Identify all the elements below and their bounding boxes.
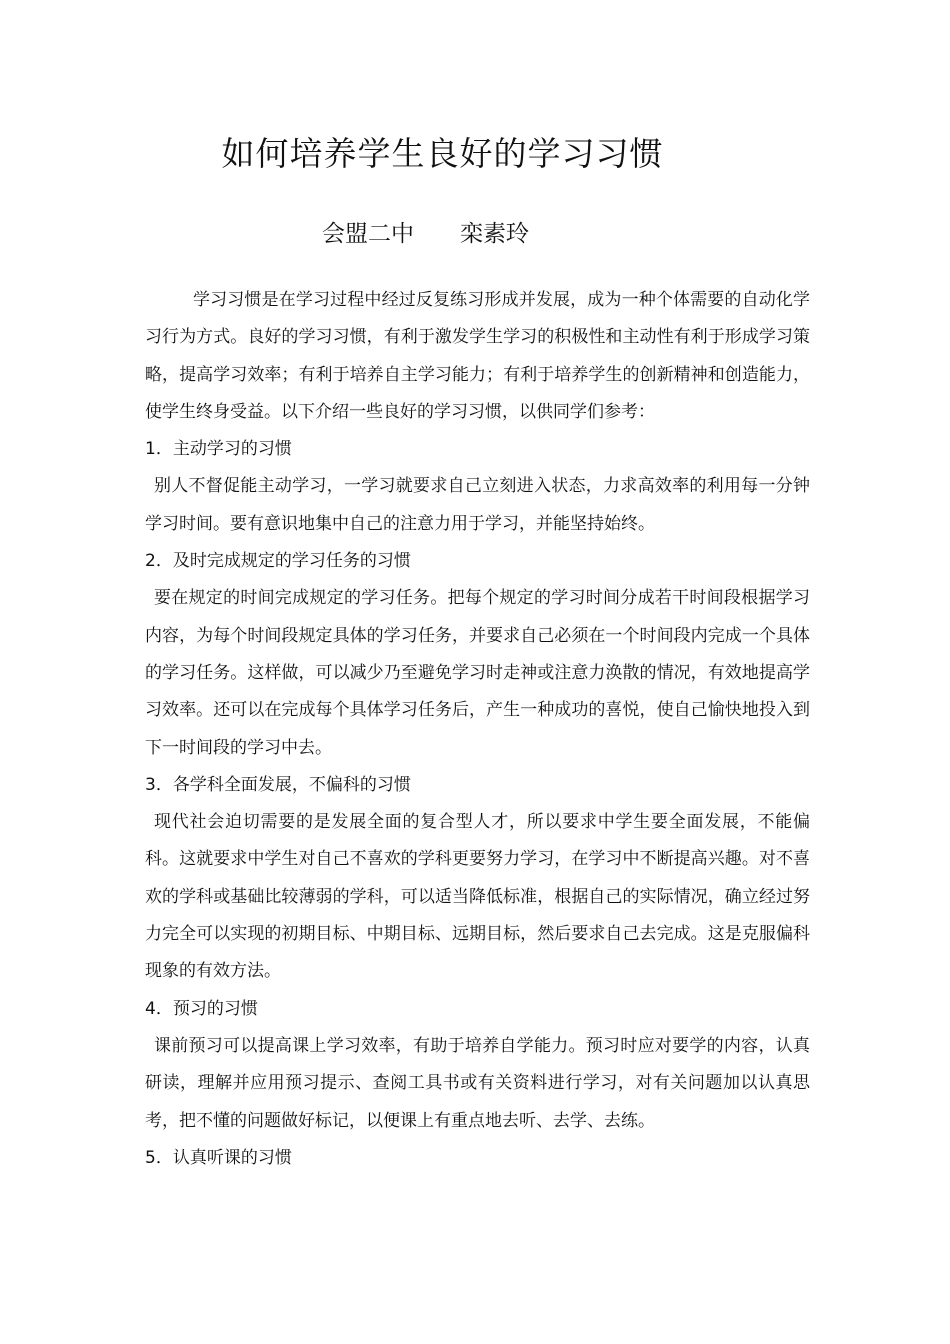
section-heading: 3．各学科全面发展，不偏科的习惯 <box>145 774 411 795</box>
section-paragraph: 课前预习可以提高课上学习效率，有助于培养自学能力。预习时应对要学的内容，认真研读，理解并应用预习提示、查阅工具书或有关资料进行学习，对有关问题加以认真思考，把不懂的问题做好标记，以便课上有重点地去听、去学、去练。 <box>145 1035 810 1131</box>
section-heading: 1．主动学习的习惯 <box>145 439 292 460</box>
document-body <box>145 282 810 1177</box>
section-heading: 2．及时完成规定的学习任务的习惯 <box>145 551 411 572</box>
section-paragraph: 要在规定的时间完成规定的学习任务。把每个规定的学习时间分成若干时间段根据学习内容，为每个时间段规定具体的学习任务，并要求自己必须在一个时间段内完成一个具体的学习任务。这样做，可以减少乃至避免学习时走神或注意力涣散的情况，有效地提高学习效率。还可以在完成每个具体学习任务后，产生一种成功的喜悦，使自己愉快地投入到下一时间段的学习中去。 <box>145 588 810 758</box>
byline-author: 栾素玲 <box>460 221 529 247</box>
byline-school: 会盟二中 <box>322 221 414 247</box>
section-heading: 5．认真听课的习惯 <box>145 1147 292 1168</box>
byline <box>322 215 529 248</box>
section-paragraph: 现代社会迫切需要的是发展全面的复合型人才，所以要求中学生要全面发展，不能偏科。这就要求中学生对自己不喜欢的学科更要努力学习，在学习中不断提高兴趣。对不喜欢的学科或基础比较薄弱的学科，可以适当降低标准，根据自己的实际情况，确立经过努力完全可以实现的初期目标、中期目标、远期目标，然后要求自己去完成。这是克服偏科现象的有效方法。 <box>145 812 810 982</box>
document-title: 如何培养学生良好的学习习惯 <box>221 134 664 173</box>
section-paragraph: 别人不督促能主动学习，一学习就要求自己立刻进入状态，力求高效率的利用每一分钟学习时间。要有意识地集中自己的注意力用于学习，并能坚持始终。 <box>145 476 810 534</box>
intro-paragraph: 学习习惯是在学习过程中经过反复练习形成并发展，成为一种个体需要的自动化学习行为方式。良好的学习习惯，有利于激发学生学习的积极性和主动性有利于形成学习策略，提高学习效率；有利于培养自主学习能力；有利于培养学生的创新精神和创造能力，使学生终身受益。以下介绍一些良好的学习习惯，以供同学们参考： <box>145 290 810 422</box>
section-heading: 4．预习的习惯 <box>145 998 258 1019</box>
